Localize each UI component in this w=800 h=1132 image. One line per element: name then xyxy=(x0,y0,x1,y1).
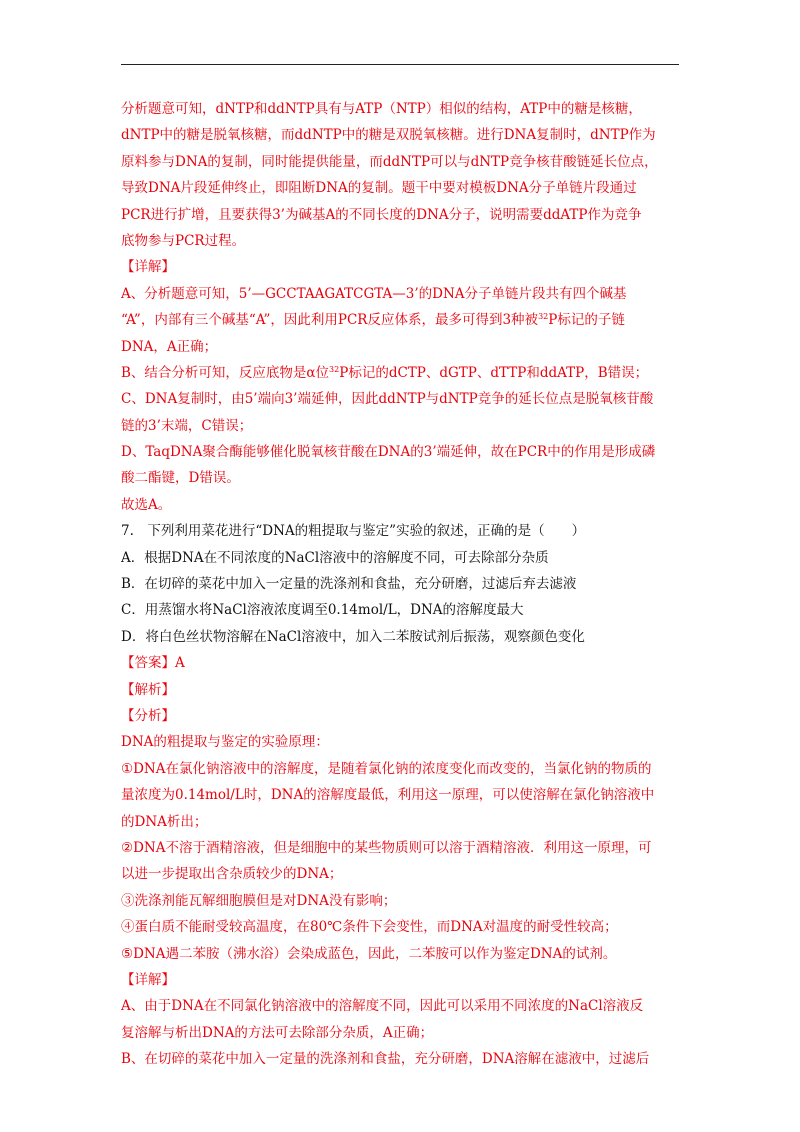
text-line: A、分析题意可知，5’—GCCTAAGATCGTA—3’的DNA分子单链片段共有四个碱基 xyxy=(121,285,627,302)
text-line: 复溶解与析出DNA的方法可去除部分杂质，A正确； xyxy=(121,1024,434,1041)
text-line: 【答案】A xyxy=(121,655,185,672)
text-line: B、在切碎的菜花中加入一定量的洗涤剂和食盐，充分研磨，DNA溶解在滤液中，过滤后 xyxy=(121,1051,650,1068)
header-rule xyxy=(121,64,679,65)
text-line: 导致DNA片段延伸终止，即阻断DNA的复制。题干中要对模板DNA分子单链片段通过 xyxy=(121,180,637,197)
text-line: 【解析】 xyxy=(121,681,175,698)
text-line: D、TaqDNA聚合酶能够催化脱氧核苷酸在DNA的3’端延伸，故在PCR中的作用是形成磷 xyxy=(121,444,656,461)
text-line: D．将白色丝状物溶解在NaCl溶液中，加入二苯胺试剂后振荡，观察颜色变化 xyxy=(121,628,585,645)
text-line: 7. 下列利用菜花进行“DNA的粗提取与鉴定”实验的叙述，正确的是（ ） xyxy=(121,523,586,540)
text-line: 原料参与DNA的复制，同时能提供能量，而ddNTP可以与dNTP竞争核苷酸链延长位点， xyxy=(121,153,658,170)
text-line: ③洗涤剂能瓦解细胞膜但是对DNA没有影响； xyxy=(121,892,397,909)
text-line: DNA的粗提取与鉴定的实验原理： xyxy=(121,734,329,751)
text-line: 故选A。 xyxy=(121,496,172,513)
text-segment: P标记的子链 xyxy=(548,312,625,329)
superscript: 32 xyxy=(329,364,340,374)
text-line: 【详解】 xyxy=(121,971,175,988)
text-segment: P标记的dCTP、dGTP、dTTP和ddATP，B错误； xyxy=(339,364,649,381)
text-line: B．在切碎的菜花中加入一定量的洗涤剂和食盐，充分研磨，过滤后弃去滤液 xyxy=(121,576,577,593)
text-line: 链的3’末端，C错误； xyxy=(121,417,253,434)
text-line: ④蛋白质不能耐受较高温度，在80℃条件下会变性，而DNA对温度的耐受性较高； xyxy=(121,919,618,936)
text-line: 酸二酯键，D错误。 xyxy=(121,470,240,487)
text-line: dNTP中的糖是脱氧核糖，而ddNTP中的糖是双脱氧核糖。进行DNA复制时，dNTP作为 xyxy=(121,127,656,144)
text-line: ①DNA在氯化钠溶液中的溶解度，是随着氯化钠的浓度变化而改变的，当氯化钠的物质的 xyxy=(121,760,652,777)
text-line: DNA，A正确； xyxy=(121,338,218,355)
text-line xyxy=(121,307,681,333)
text-line: 量浓度为0.14mol/L时，DNA的溶解度最低，利用这一原理，可以使溶解在氯化钠溶液中 xyxy=(121,787,655,804)
text-line: 分析题意可知，dNTP和ddNTP具有与ATP（NTP）相似的结构，ATP中的糖是核糖， xyxy=(121,101,642,117)
superscript: 32 xyxy=(538,312,549,322)
text-line: C、DNA复制时，由5’端向3’端延伸，因此ddNTP与dNTP竞争的延长位点是脱氧核苷酸 xyxy=(121,391,654,408)
text-line: C．用蒸馏水将NaCl溶液浓度调至0.14mol/L，DNA的溶解度最大 xyxy=(121,602,524,619)
text-line: A、由于DNA在不同氯化钠溶液中的溶解度不同，因此可以采用不同浓度的NaCl溶液反 xyxy=(121,998,644,1015)
text-segment: B、结合分析可知，反应底物是α位 xyxy=(121,364,330,381)
text-segment: “A”，内部有三个碱基“A”，因此利用PCR反应体系，最多可得到3种被 xyxy=(121,312,539,329)
text-line: ⑤DNA遇二苯胺（沸水浴）会染成蓝色，因此，二苯胺可以作为鉴定DNA的试剂。 xyxy=(121,945,617,962)
text-line: A．根据DNA在不同浓度的NaCl溶液中的溶解度不同，可去除部分杂质 xyxy=(121,549,549,566)
text-line: 底物参与PCR过程。 xyxy=(121,232,246,249)
text-line: 以进一步提取出含杂质较少的DNA； xyxy=(121,866,343,883)
text-line: 【详解】 xyxy=(121,259,175,276)
text-line: ②DNA不溶于酒精溶液，但是细胞中的某些物质则可以溶于酒精溶液．利用这一原理，可 xyxy=(121,839,652,856)
text-line xyxy=(121,360,681,386)
text-line: 【分析】 xyxy=(121,707,175,724)
text-line: 的DNA析出； xyxy=(121,813,208,830)
document-body xyxy=(121,96,681,1072)
text-line: PCR进行扩增，且要获得3’为碱基A的不同长度的DNA分子，说明需要ddATP作为竞争 xyxy=(121,206,642,223)
